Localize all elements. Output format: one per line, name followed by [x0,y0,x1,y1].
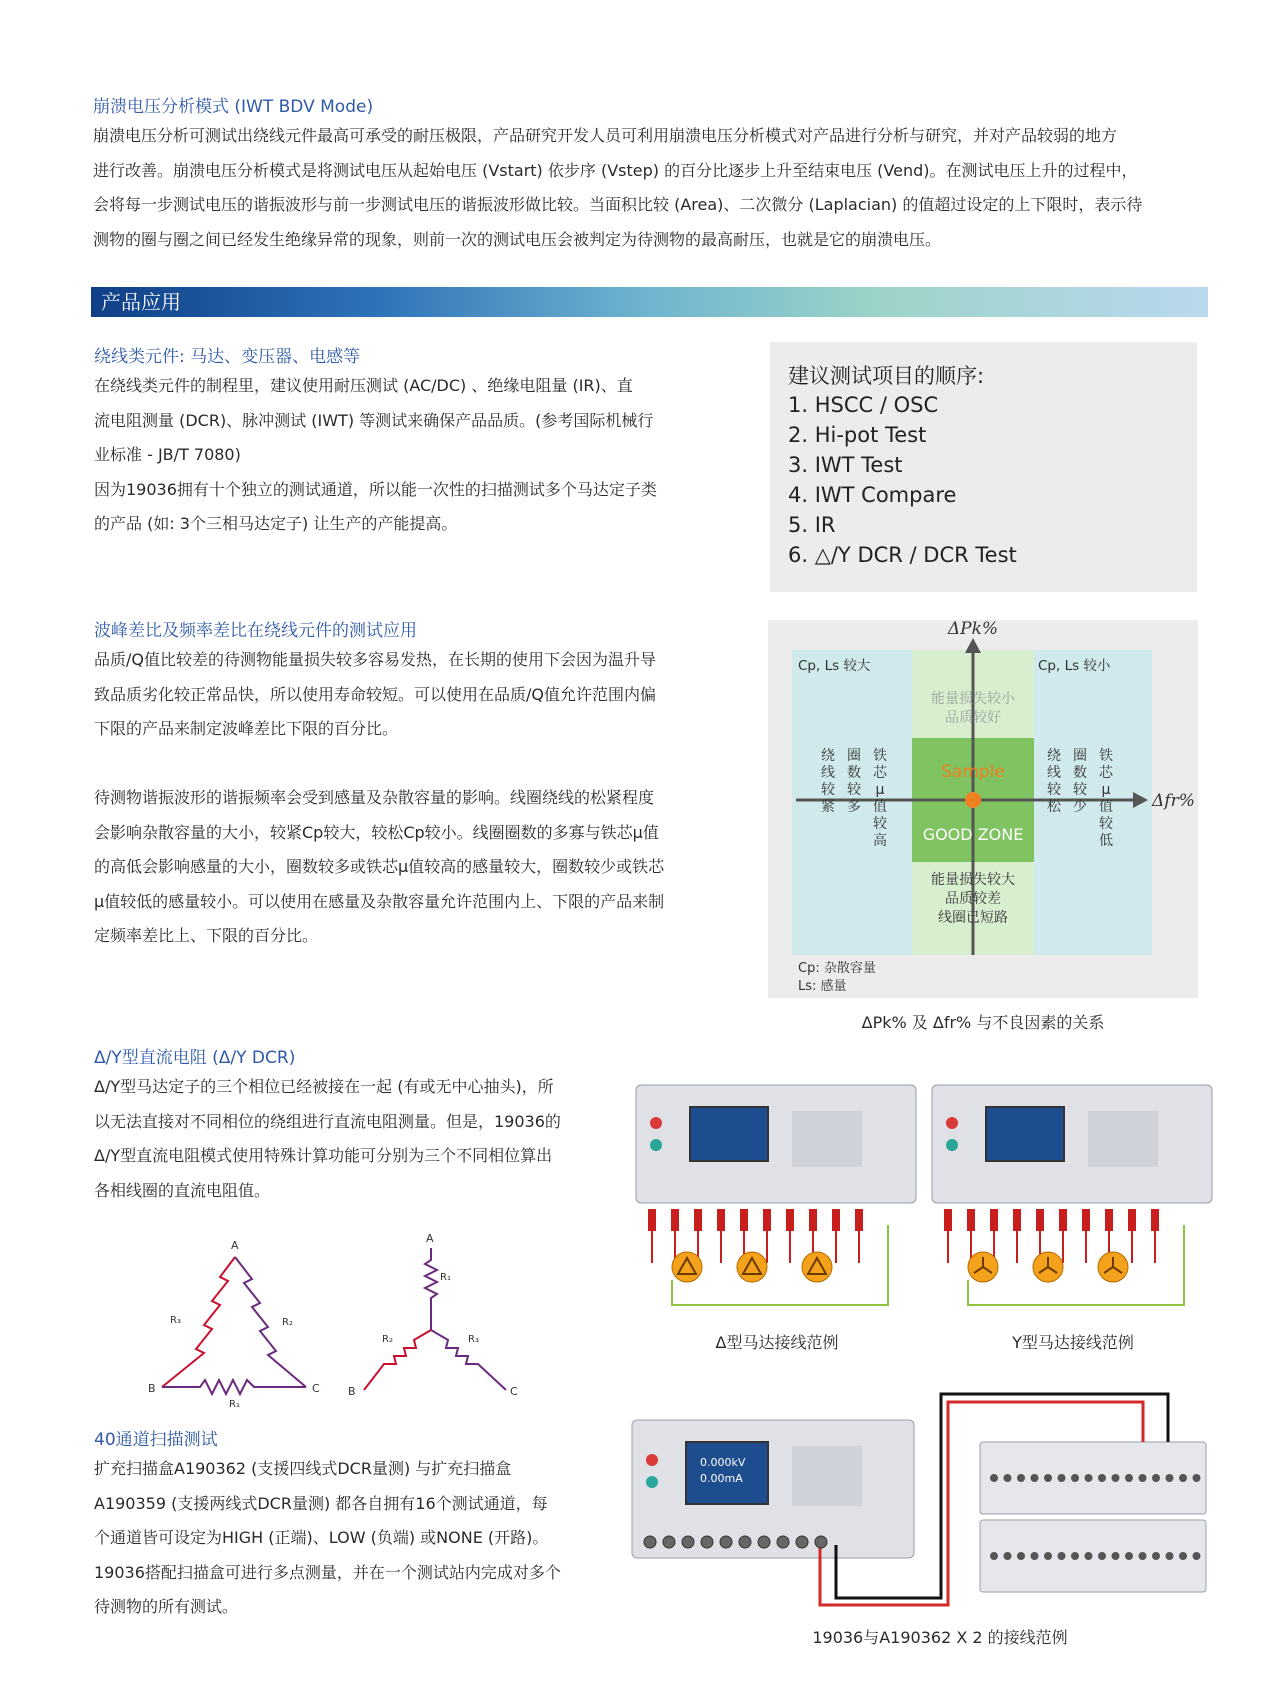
tester-body [636,1085,916,1203]
factor-char: 较 [873,816,887,832]
scan-port [990,1552,998,1560]
scan-port [1031,1552,1039,1560]
scan-port [1058,1552,1066,1560]
scan-port [1112,1552,1120,1560]
scan-paragraph [94,1452,614,1625]
scan-port [1193,1552,1201,1560]
sample-point [965,792,981,808]
test-lead-clip [944,1209,952,1231]
wye-label-r2: R₂ [382,1334,393,1345]
peak-line: 定频率差比上、下限的百分比。 [94,926,319,945]
scan-line: 19036搭配扫描盒可进行多点测量，并在一个测试站内完成对多个 [94,1562,561,1582]
y-wiring-caption: Y型马达接线范例 [1012,1333,1134,1352]
test-lead-clip [809,1209,817,1231]
delta-label-r1: R₁ [229,1399,240,1410]
top-left-label: Cp, Ls 较大 [798,658,871,674]
scan-port [1152,1474,1160,1482]
suggested-order-item: 1. HSCC / OSC [788,393,939,417]
peak-paragraph-2 [94,781,744,954]
winding-line: 在绕线类元件的制程里，建议使用耐压测试 (AC/DC) 、绝缘电阻量 (IR)、直 [94,376,633,395]
wye-label-r1: R₁ [440,1272,451,1283]
tester-port [815,1536,827,1548]
dcr-title: Δ/Y型直流电阻 (Δ/Y DCR) [94,1048,296,1068]
scan-wiring-illustration [628,1370,1218,1620]
factor-char: 绕 [821,748,835,764]
test-lead-clip [1082,1209,1090,1231]
test-lead-clip [717,1209,725,1231]
scan-port [1058,1474,1066,1482]
peak-line: 下限的产品来制定波峰差比下限的百分比。 [94,719,399,738]
scan-port [1098,1474,1106,1482]
test-lead-clip [763,1209,771,1231]
test-lead-clip [832,1209,840,1231]
bdv-line: 测物的圈与圈之间已经发生绝缘异常的现象，则前一次的测试电压会被判定为待测物的最高耐压，也就是它的崩溃电压。 [93,229,942,249]
factor-char: 较 [847,782,861,798]
delta-node-b: B [148,1382,156,1395]
scan-line: 待测物的所有测试。 [94,1597,239,1616]
delta-label-r3: R₃ [170,1315,181,1326]
delta-wiring-caption: Δ型马达接线范例 [715,1333,839,1352]
tester-port [663,1536,675,1548]
x-axis-label: Δfr% [1152,791,1195,811]
wye-circuit [340,1230,530,1410]
factor-char: 较 [1099,816,1113,832]
scan-port [990,1474,998,1482]
scan-port [1139,1474,1147,1482]
winding-title: 绕线类元件: 马达、变压器、电感等 [94,347,361,367]
factor-char: 铁 [1099,748,1113,764]
test-lead-clip [1128,1209,1136,1231]
ground-lead [672,1225,888,1305]
bdv-title: 崩溃电压分析模式 (IWT BDV Mode) [93,97,374,117]
factor-char: 线 [1047,765,1061,781]
test-lead-clip [786,1209,794,1231]
tester-body [632,1420,914,1558]
tester-port [796,1536,808,1548]
delta-circuit [140,1235,340,1410]
factor-char: 较 [1073,782,1087,798]
scan-port [1152,1552,1160,1560]
start-button [646,1476,658,1488]
diagram-caption: ΔPk% 及 Δfr% 与不良因素的关系 [861,1013,1105,1032]
test-lead-clip [855,1209,863,1231]
tester-body [932,1085,1212,1203]
suggested-order-title: 建议测试项目的顺序: [788,364,985,388]
factor-char: 线 [821,765,835,781]
factor-char: 紧 [821,799,835,815]
scan-port [1193,1474,1201,1482]
scan-port [1125,1474,1133,1482]
test-lead-clip [990,1209,998,1231]
scan-port [1044,1552,1052,1560]
peak-paragraph-1 [94,643,744,747]
wye-label-r3: R₃ [468,1334,479,1345]
test-lead-clip [648,1209,656,1231]
resistor-r1 [162,1380,306,1394]
bdv-line: 进行改善。崩溃电压分析模式是将测试电压从起始电压 (Vstart) 依步序 (Vstep) 的百分比逐步上升至结束电压 (Vend)。在测试电压上升的过程中， [93,160,1138,180]
screen-current: 0.00mA [700,1472,743,1485]
test-lead-clip [1151,1209,1159,1231]
factor-char: 高 [873,833,887,849]
stop-button [650,1117,662,1129]
wye-node-c: C [510,1385,518,1398]
wye-node-b: B [348,1385,356,1398]
dcr-paragraph [94,1070,614,1208]
y-wiring-illustration [928,1075,1218,1325]
scan-port [1179,1552,1187,1560]
test-lead-clip [694,1209,702,1231]
keypad [792,1446,862,1506]
factor-char: 圈 [1073,748,1087,764]
tester-screen [986,1107,1064,1161]
scan-line: 扩充扫描盒A190362 (支援四线式DCR量测) 与扩充扫描盒 [94,1459,512,1478]
winding-line: 流电阻测量 (DCR)、脉冲测试 (IWT) 等测试来确保产品品质。(参考国际机械行 [94,410,654,430]
delta-node-c: C [312,1382,320,1395]
dcr-line: 各相线圈的直流电阻值。 [94,1180,271,1200]
scan-line: 个通道皆可设定为HIGH (正端)、LOW (负端) 或NONE (开路)。 [94,1528,549,1547]
bottom-zone-line: 能量损失较大 [931,872,1015,888]
scan-wiring-caption: 19036与A190362 X 2 的接线范例 [812,1628,1068,1647]
top-right-label: Cp, Ls 较小 [1038,658,1111,674]
test-lead-clip [671,1209,679,1231]
winding-paragraph [94,369,734,542]
winding-line: 因为19036拥有十个独立的测试通道，所以能一次性的扫描测试多个马达定子类 [94,479,657,499]
factor-char: μ [1101,782,1111,798]
peak-line: 品质/Q值比较差的待测物能量损失较多容易发热，在长期的使用下会因为温升导 [94,650,656,669]
peak-line: 致品质劣化较正常品快，所以使用寿命较短。可以使用在品质/Q值允许范围内偏 [94,684,656,704]
y-axis-label: ΔPk% [947,620,999,639]
tester-port [644,1536,656,1548]
scan-port [1017,1552,1025,1560]
scan-port [1071,1474,1079,1482]
top-zone-line: 能量损失较小 [931,691,1015,707]
tester-port [720,1536,732,1548]
test-lead-clip [740,1209,748,1231]
tester-port [701,1536,713,1548]
scan-port [1085,1552,1093,1560]
section-band-title: 产品应用 [101,290,181,314]
suggested-order-item: 5. IR [788,513,836,537]
tester-port [739,1536,751,1548]
scan-port [1004,1474,1012,1482]
resistor-r1 [425,1248,437,1330]
scan-port [1004,1552,1012,1560]
tester-port [777,1536,789,1548]
ground-lead [968,1225,1184,1305]
peak-line: μ值较低的感量较小。可以使用在感量及杂散容量允许范围内上、下限的产品来制 [94,891,665,911]
screen-voltage: 0.000kV [700,1456,746,1469]
start-button [650,1139,662,1151]
bdv-line: 会将每一步测试电压的谐振波形与前一步测试电压的谐振波形做比较。当面积比较 (Area)、二次微分 (Laplacian) 的值超过设定的上下限时，表示待 [93,195,1143,214]
factor-char: 数 [1073,765,1087,781]
pk-fr-diagram [768,620,1198,998]
factor-char: 松 [1047,799,1061,815]
sample-label: Sample [941,762,1005,782]
factor-char: 绕 [1047,748,1061,764]
scan-port [1179,1474,1187,1482]
tester-port [758,1536,770,1548]
scan-line: A190359 (支援两线式DCR量测) 都各自拥有16个测试通道，每 [94,1493,548,1513]
factor-char: 较 [821,782,835,798]
tester-screen [690,1107,768,1161]
scan-port [1017,1474,1025,1482]
scan-port [1166,1474,1174,1482]
dcr-line: Δ/Y型直流电阻模式使用特殊计算功能可分别为三个不同相位算出 [94,1146,553,1165]
resistor-r2 [364,1330,431,1390]
factor-char: 较 [1047,782,1061,798]
keypad [1088,1111,1158,1167]
factor-char: 芯 [1099,765,1113,781]
scan-port [1044,1474,1052,1482]
factor-char: 多 [847,799,861,815]
legend-cp: Cp: 杂散容量 [798,961,876,976]
factor-char: 少 [1073,799,1087,815]
test-lead-clip [967,1209,975,1231]
delta-wiring-illustration [632,1075,922,1325]
test-lead-clip [1105,1209,1113,1231]
factor-char: 芯 [873,765,887,781]
delta-wiring-group [648,1209,888,1305]
bottom-zone-line: 线圈已短路 [938,910,1008,926]
y-wiring-group [944,1209,1184,1305]
factor-char: μ [875,782,885,798]
factor-char: 值 [873,799,887,815]
suggested-order-list [788,390,1017,570]
winding-line: 的产品 (如: 3个三相马达定子) 让生产的产能提高。 [94,514,458,533]
stop-button [646,1454,658,1466]
scan-port [1112,1474,1120,1482]
test-lead-clip [1013,1209,1021,1231]
tester-port [682,1536,694,1548]
dcr-line: Δ/Y型马达定子的三个相位已经被接在一起 (有或无中心抽头)，所 [94,1077,554,1096]
scan-port [1085,1474,1093,1482]
legend-ls: Ls: 感量 [798,979,847,994]
scan-port [1098,1552,1106,1560]
top-zone-line: 品质较好 [945,710,1001,726]
bdv-paragraph [93,119,1213,257]
scan-port [1166,1552,1174,1560]
peak-title: 波峰差比及频率差比在绕线元件的测试应用 [94,621,417,641]
suggested-order-item: 2. Hi-pot Test [788,423,927,447]
scan-port [1071,1552,1079,1560]
wye-node-a: A [426,1232,434,1245]
scan-title: 40通道扫描测试 [94,1430,218,1450]
suggested-order-box [770,342,1197,592]
dcr-line: 以无法直接对不同相位的绕组进行直流电阻测量。但是，19036的 [94,1111,561,1131]
bdv-line: 崩溃电压分析可测试出绕线元件最高可承受的耐压极限，产品研究开发人员可利用崩溃电压分析模式对产品进行分析与研究，并对产品较弱的地方 [93,126,1118,145]
peak-line: 会影响杂散容量的大小，较紧Cp较大，较松Cp较小。线圈圈数的多寡与铁芯μ值 [94,822,659,842]
winding-line: 业标准 - JB/T 7080) [94,445,241,464]
peak-line: 待测物谐振波形的谐振频率会受到感量及杂散容量的影响。线圈绕线的松紧程度 [94,788,655,807]
start-button [946,1139,958,1151]
test-lead-clip [1059,1209,1067,1231]
factor-char: 圈 [847,748,861,764]
suggested-order-item: 6. △/Y DCR / DCR Test [788,543,1017,567]
section-band [91,287,1208,317]
test-lead-clip [1036,1209,1044,1231]
good-zone-label: GOOD ZONE [922,825,1024,844]
scan-port [1139,1552,1147,1560]
resistor-r2 [235,1257,306,1387]
factor-char: 数 [847,765,861,781]
scan-port [1031,1474,1039,1482]
stop-button [946,1117,958,1129]
factor-char: 值 [1099,799,1113,815]
bottom-zone-line: 品质较差 [945,891,1001,907]
keypad [792,1111,862,1167]
suggested-order-item: 3. IWT Test [788,453,903,477]
suggested-order-item: 4. IWT Compare [788,483,957,507]
delta-node-a: A [231,1239,239,1252]
delta-label-r2: R₂ [282,1317,293,1328]
peak-line: 的高低会影响感量的大小，圈数较多或铁芯μ值较高的感量较大，圈数较少或铁芯 [94,857,665,876]
scan-port [1125,1552,1133,1560]
factor-char: 低 [1099,833,1113,849]
factor-char: 铁 [873,748,887,764]
